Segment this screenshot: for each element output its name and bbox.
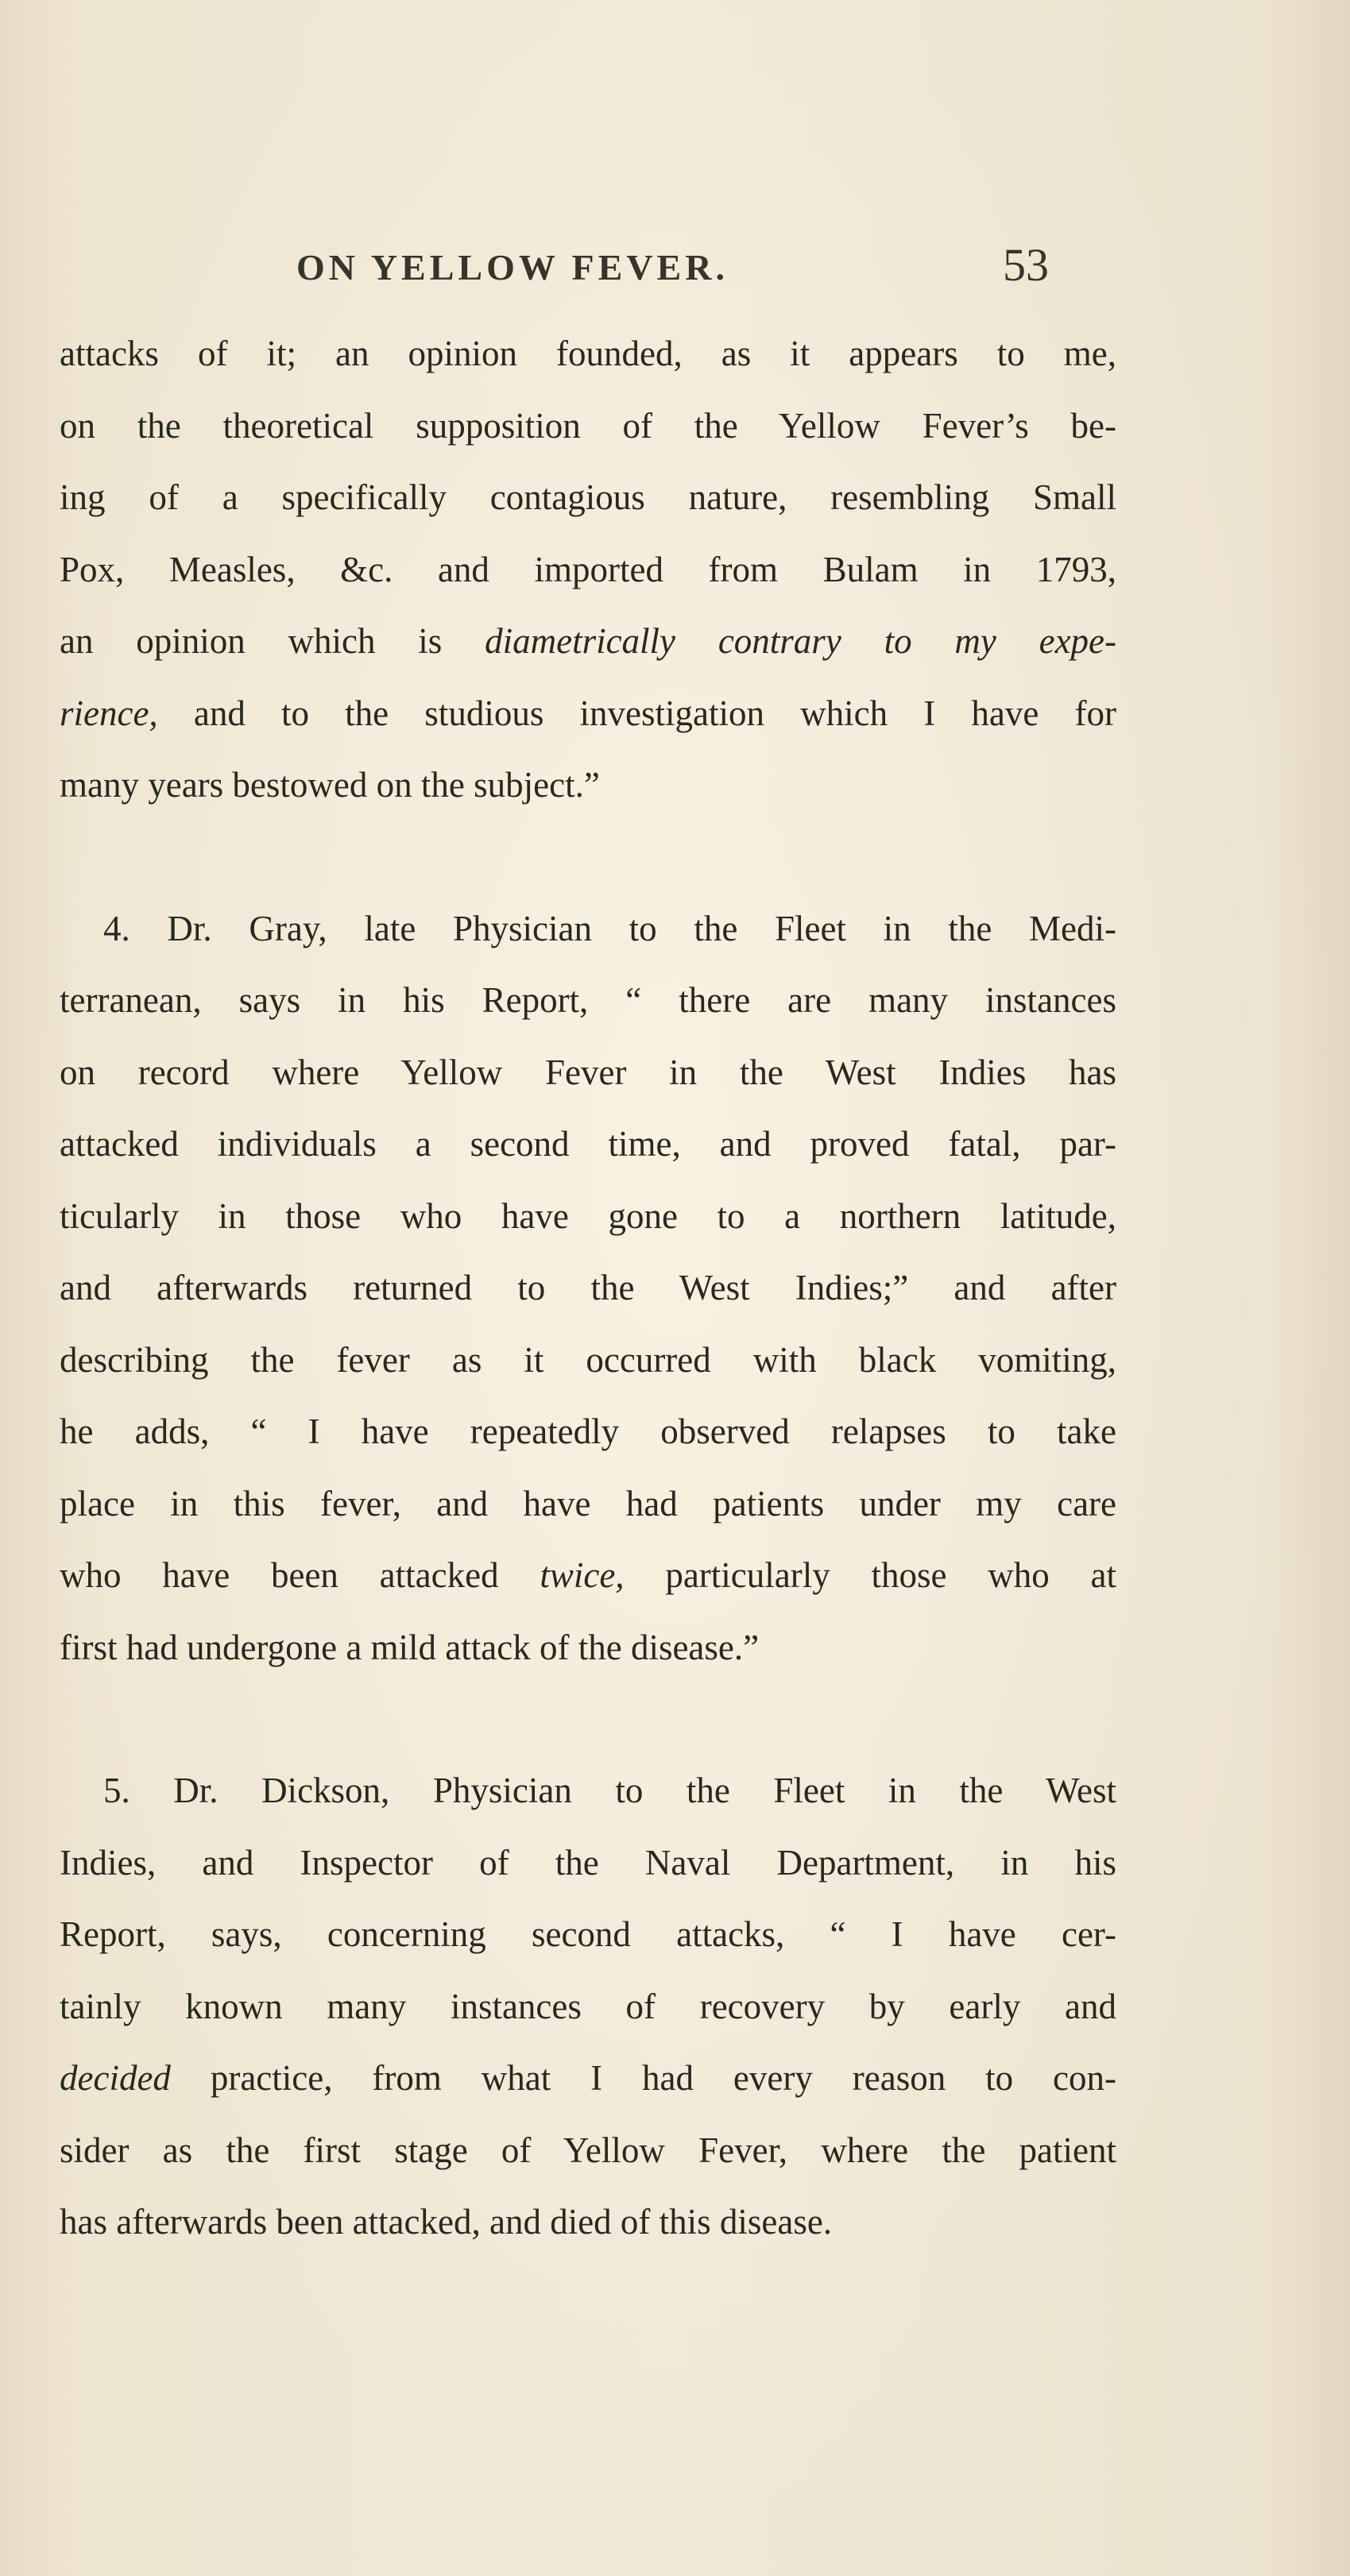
text-line: decided practice, from what I had every reason to con- xyxy=(60,2058,1116,2098)
text-line: ticularly in those who have gone to a northern latitude, xyxy=(60,1195,1116,1236)
text-line: and afterwards returned to the West Indies;” and after xyxy=(60,1268,1116,1307)
text-line: place in this fever, and have had patients under my care xyxy=(60,1483,1116,1524)
text-line: an opinion which is diametrically contrary to my expe- xyxy=(60,621,1117,661)
italic-emphasis: rience, xyxy=(60,693,158,733)
paragraph-continued xyxy=(60,318,1116,821)
text-line: on the theoretical supposition of the Yellow Fever’s be- xyxy=(60,405,1116,446)
running-title: ON YELLOW FEVER. xyxy=(296,247,729,288)
page-number: 53 xyxy=(1003,239,1049,291)
text-line: has afterwards been attacked, and died of this disease. xyxy=(60,2202,833,2242)
text-line: 5. Dr. Dickson, Physician to the Fleet in the West xyxy=(103,1771,1116,1810)
text-line: ing of a specifically contagious nature, resembling Small xyxy=(60,477,1116,517)
text-line: Indies, and Inspector of the Naval Department, in his xyxy=(60,1842,1116,1883)
italic-emphasis: decided xyxy=(60,2058,171,2098)
text-line: who have been attacked twice, particularly those who at xyxy=(60,1555,1116,1595)
italic-emphasis: diametrically contrary to my expe- xyxy=(485,621,1117,661)
page-header xyxy=(0,238,1350,302)
text-line: describing the fever as it occurred with black vomiting, xyxy=(60,1339,1116,1380)
text-line: he adds, “ I have repeatedly observed relapses to take xyxy=(60,1412,1116,1451)
text-line: on record where Yellow Fever in the West Indies has xyxy=(60,1052,1116,1092)
text-line: first had undergone a mild attack of the disease.” xyxy=(60,1627,760,1667)
text-line: attacked individuals a second time, and proved fatal, par- xyxy=(60,1124,1116,1164)
paragraph-dr-dickson xyxy=(60,1755,1116,2258)
italic-emphasis: twice, xyxy=(540,1555,625,1595)
body-text xyxy=(60,318,1116,2258)
text-line: Pox, Measles, &c. and imported from Bulam in 1793, xyxy=(60,549,1116,589)
text-line: 4. Dr. Gray, late Physician to the Fleet in the Medi- xyxy=(103,908,1116,948)
text-line: Report, says, concerning second attacks, “ I have cer- xyxy=(60,1914,1116,1954)
text-line: sider as the first stage of Yellow Fever, where the patient xyxy=(60,2130,1116,2170)
text-line: terranean, says in his Report, “ there are many instances xyxy=(60,980,1116,1020)
paragraph-dr-gray xyxy=(60,893,1116,1684)
text-line: attacks of it; an opinion founded, as it appears to me, xyxy=(60,334,1116,373)
text-line: many years bestowed on the subject.” xyxy=(60,765,600,805)
text-line: tainly known many instances of recovery by early and xyxy=(60,1986,1116,2026)
text-line: rience, and to the studious investigation which I have for xyxy=(60,693,1116,733)
